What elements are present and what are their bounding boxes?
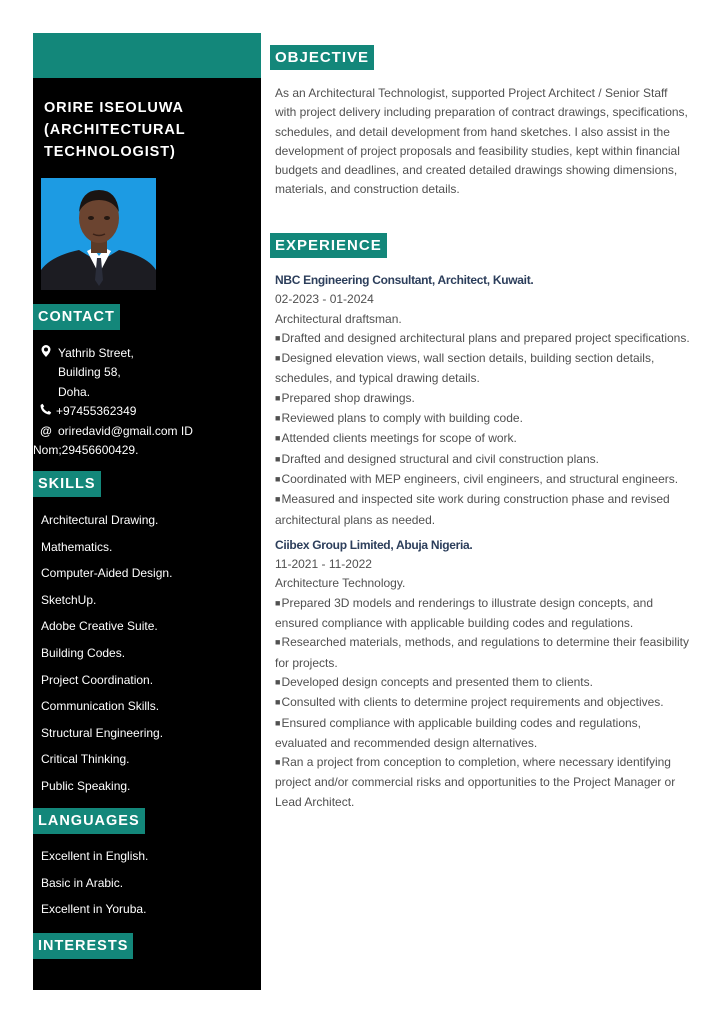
skills-heading: SKILLS (33, 471, 101, 497)
experience-heading: EXPERIENCE (270, 233, 387, 258)
location-pin-icon (36, 344, 56, 363)
sidebar-accent-bar (33, 33, 261, 78)
at-sign-icon: @ (40, 423, 52, 438)
job-bullet: ■ Attended clients meetings for scope of work. (275, 429, 690, 449)
job-bullet: ■ Developed design concepts and presented them to clients. (275, 673, 690, 693)
phone-icon (36, 402, 56, 421)
language-item: Basic in Arabic. (41, 875, 124, 890)
skill-item: Critical Thinking. (41, 752, 130, 767)
skill-item: Adobe Creative Suite. (41, 619, 158, 634)
job-bullet: ■ Researched materials, methods, and regulations to determine their feasibility for projects. (275, 633, 690, 673)
email-line2: Nom;29456600429. (33, 443, 139, 458)
email-line1[interactable]: oriredavid@gmail.com ID (58, 423, 193, 438)
skill-item: Project Coordination. (41, 672, 154, 687)
skill-item: Computer-Aided Design. (41, 566, 173, 581)
job-role: Architectural draftsman. (275, 311, 402, 326)
sidebar (33, 33, 261, 990)
job-bullet: ■ Drafted and designed structural and civil construction plans. (275, 450, 690, 470)
skill-item: Mathematics. (41, 539, 113, 554)
job-bullet: ■ Coordinated with MEP engineers, civil engineers, and structural engineers. (275, 470, 690, 490)
job-title: Ciibex Group Limited, Abuja Nigeria. (275, 537, 473, 552)
skill-item: SketchUp. (41, 592, 97, 607)
skill-item: Public Speaking. (41, 778, 131, 793)
phone-number[interactable]: +97455362349 (56, 404, 137, 419)
job-bullet: ■ Ran a project from conception to completion, where necessary identifying project and/or commercial risks and opportunities to the Project Manager or Lead Architect. (275, 753, 690, 812)
candidate-name: ORIRE ISEOLUWA (ARCHITECTURAL TECHNOLOGIST) (44, 100, 186, 160)
job-bullet: ■ Prepared 3D models and renderings to illustrate design concepts, and ensured compliance with applicable building codes and regulations. (275, 594, 690, 634)
job-bullet: ■ Prepared shop drawings. (275, 389, 690, 409)
interests-heading: INTERESTS (33, 933, 133, 959)
skill-item: Architectural Drawing. (41, 513, 159, 527)
job-bullet: ■ Ensured compliance with applicable building codes and regulations, evaluated and recommended design alternatives. (275, 714, 690, 754)
skills-list (41, 507, 256, 800)
job-entry (275, 536, 690, 812)
address-line3: Doha. (58, 384, 91, 399)
job-dates: 11-2021 - 11-2022 (275, 557, 372, 572)
job-title: NBC Engineering Consultant, Architect, Kuwait. (275, 273, 534, 287)
job-dates: 02-2023 - 01-2024 (275, 292, 374, 307)
contact-heading: CONTACT (33, 304, 120, 330)
job-entry (275, 271, 690, 530)
skill-item: Communication Skills. (41, 699, 160, 714)
job-role: Architecture Technology. (275, 576, 406, 591)
languages-heading: LANGUAGES (33, 808, 145, 834)
profile-photo (41, 178, 156, 290)
objective-heading: OBJECTIVE (270, 45, 374, 70)
address-line1: Yathrib Street, (58, 346, 134, 360)
job-bullet: ■ Consulted with clients to determine project requirements and objectives. (275, 693, 690, 713)
job-bullet: ■ Measured and inspected site work during construction phase and revised architectural plans as needed. (275, 490, 690, 530)
job-bullet: ■ Drafted and designed architectural plans and prepared project specifications. (275, 329, 690, 349)
contact-block (33, 344, 261, 460)
language-item: Excellent in Yoruba. (41, 902, 147, 917)
experience-list (275, 271, 690, 812)
address-line2: Building 58, (58, 365, 121, 380)
language-item: Excellent in English. (41, 849, 149, 863)
skill-item: Building Codes. (41, 645, 126, 660)
objective-text: As an Architectural Technologist, supported Project Architect / Senior Staff with project delivery including preparation of contract drawings, specifications, schedules, and detail development from hand sketches. I also assist in the development of project proposals and feasibility studies, kept within financial budgets and deadlines, and created detailed drawings showing dimensions, materials, and construction details. (275, 86, 688, 197)
languages-list (41, 843, 256, 923)
job-bullet: ■ Reviewed plans to comply with building code. (275, 409, 690, 429)
job-bullet: ■ Designed elevation views, wall section details, building section details, schedules, and typical drawing details. (275, 349, 690, 389)
skill-item: Structural Engineering. (41, 725, 164, 740)
